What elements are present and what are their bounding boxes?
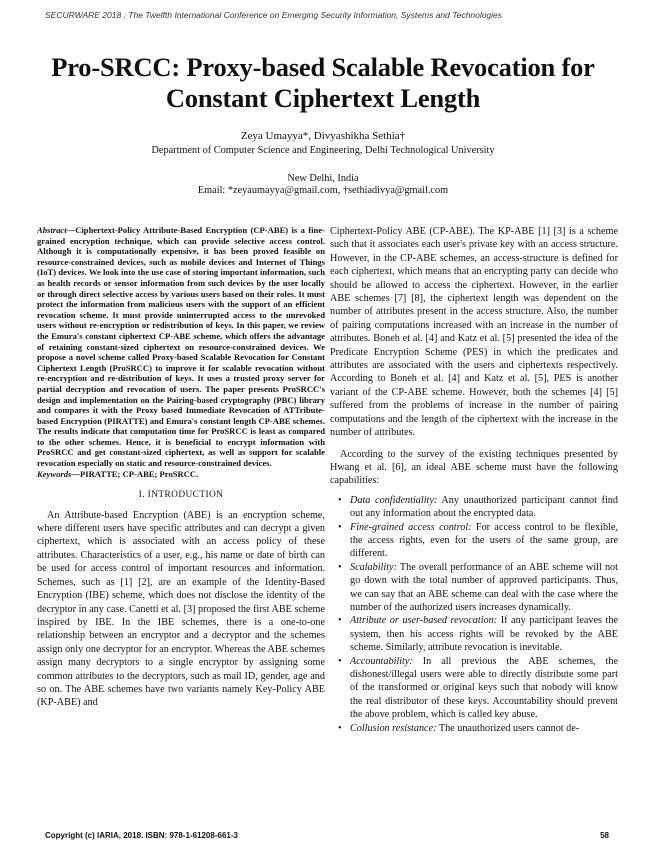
bullet-icon: •	[338, 521, 342, 533]
bullet-icon: •	[338, 561, 342, 573]
bullet-icon: •	[338, 615, 342, 627]
keywords-lead: Keywords	[37, 468, 72, 479]
list-item-text: The overall performance of an ABE scheme will not go down with the total number of approved participants. Thus, we can say that an ABE scheme can deal with the case where the number of the authorized users increases dynamically.	[350, 561, 618, 613]
bullet-icon: •	[338, 722, 342, 734]
bullet-icon: •	[338, 494, 342, 506]
right-column	[330, 225, 618, 815]
intro-paragraph-left: An Attribute-based Encryption (ABE) is an encryption scheme, where different users have specific attributes and can decrypt a given ciphertext, which is associated with an access policy of these attributes. Characteristics of a user, e.g., his name or date of birth can be used for access control of important resources and information. Schemes, such as [1] [2], are an example of the Identity-Based Encryption (IBE) scheme, which does not disclose the identity of the decryptor in any case. Canetti et al. [3] proposed the first ABE scheme inspired by IBE. In the IBE schemes, there is a one-to-one relationship between an encryptor and a decryptor and the schemes assign only one decryptor for an encryptor. Whereas the ABE schemes assign many decryptors to a single encryptor by assigning some common attributes to the decryptors, such as mail ID, gender, age and so on. The ABE schemes have two variants namely Key-Policy ABE (KP-ABE) and	[37, 509, 325, 709]
list-item-term: Accountability:	[350, 655, 413, 667]
keywords-text: —PIRATTE; CP-ABE; ProSRCC.	[71, 468, 199, 479]
abstract-lead: Abstract—	[37, 225, 76, 235]
list-item-text: Any unauthorized participant cannot find out any information about the encrypted data.	[350, 494, 618, 520]
section-heading-introduction: I. INTRODUCTION	[138, 490, 224, 501]
conference-header: SECURWARE 2018 : The Twelfth International Conference on Emerging Security Information, Systems and Technologies	[45, 10, 503, 20]
copyright-footer: Copyright (c) IARIA, 2018. ISBN: 978-1-61208-661-3	[45, 831, 238, 840]
location: New Delhi, India	[287, 173, 359, 184]
list-item-term: Fine-grained access control:	[350, 521, 472, 533]
abstract-text: Ciphertext-Policy Attribute-Based Encryption (CP-ABE) is a fine-grained encryption technique, which can provide selective access control. Although it is computationally expensive, it has been proved feasible on resource-constrained devices, such as mobile devices and Internet of Things (IoT) devices. We look into the use case of storing important information, such as health records or sensor information from such devices by the user locally or through direct selective access by various users based on their roles. It must protect the information from malicious users with the support of an efficient revocation scheme. It must provide uninterrupted access to the unrevoked users without re-encryption or redistribution of keys. In this paper, we review the Emura's constant ciphertext CP-ABE scheme, which offers the advantage of retaining constant-sized ciphertext on resource-constrained devices. We propose a novel scheme called Proxy-based Scalable Revocation for Constant Ciphertext Length (ProSRCC) to improve it for scalable revocation without re-encryption and re-distribution of keys. It uses a trusted proxy server for partial decryption and revocation of users. The paper presents ProSRCC's design and implementation on the Pairing-based cryptography (PBC) library and compares it with the Proxy based Immediate Revocation of ATTribute-based Encryption (PIRATTE) and Emura's constant length CP-ABE schemes. The results indicate that computation time for ProSRCC is least as compared to the other schemes. Hence, it is beneficial to encrypt information with ProSRCC and get constant-sized ciphertext, as well as support for scalable revocation especially on static and resource-constrained devices.	[37, 225, 325, 469]
list-item-term: Collusion resistance:	[350, 722, 437, 734]
bullet-icon: •	[338, 655, 342, 667]
list-item	[338, 521, 618, 561]
abstract	[37, 225, 325, 469]
list-item	[338, 722, 618, 735]
list-item	[338, 561, 618, 615]
capabilities-list	[330, 494, 618, 735]
list-item	[338, 494, 618, 521]
list-item-term: Scalability:	[350, 561, 397, 573]
list-item-text: In all previous the ABE schemes, the dishonest/illegal users were able to directly distribute some part of the transformed or original keys such that nobody will know the real distributor of these keys. Accountability should prevent the above problem, which is called key abuse.	[350, 655, 618, 721]
survey-paragraph: According to the survey of the existing techniques presented by Hwang et al. [6], an ideal ABE scheme must have the following capabilities:	[330, 448, 618, 487]
paper-title: Pro-SRCC: Proxy-based Scalable Revocation for Constant Ciphertext Length	[51, 52, 595, 113]
page-number: 58	[600, 831, 609, 840]
authors: Zeya Umayya*, Divyashikha Sethia†	[240, 130, 406, 142]
intro-paragraph-right: Ciphertext-Policy ABE (CP-ABE). The KP-ABE [1] [3] is a scheme such that it associates each user's private key with an access structure. However, in the CP-ABE schemes, an access-structure is defined for each ciphertext, which means that an encrypting party can decide who should be allowed to access the ciphertext. However, in the earlier ABE schemes [7] [8], the ciphertext length was dependent on the number of attributes present in the access structure. Also, the number of pairing computations increased with an increase in the number of attributes. Boneh et al. [4] and Katz et al. [5] presented the idea of the Predicate Encryption Scheme (PES) in which the predicates and attributes are associated with the users and ciphertexts respectively. According to Boneh et al. [4] and Katz et al. [5], PES is another variant of the CP-ABE scheme. However, both the schemes [4] [5] suffered from the problems of increase in the number of pairing computations and the length of the ciphertext with the increase in the number of attributes.	[330, 226, 618, 439]
list-item-term: Attribute or user-based revocation:	[350, 615, 498, 627]
list-item	[338, 655, 618, 722]
affiliation: Department of Computer Science and Engineering, Delhi Technological University	[151, 145, 495, 156]
list-item	[338, 614, 618, 654]
list-item-text: For access control to be flexible, the access rights, even for the users of the same group, are different.	[350, 521, 618, 560]
email-line: Email: *zeyaumayya@gmail.com, †sethiadivya@gmail.com	[197, 185, 449, 196]
left-column	[37, 225, 325, 815]
list-item-text: If any participant leaves the system, then his access rights will be revoked by the ABE scheme. Similarly, attribute revocation is inevitable.	[350, 615, 618, 654]
list-item-term: Data confidentiality:	[350, 494, 438, 506]
list-item-text: The unauthorized users cannot de-	[436, 722, 580, 734]
keywords	[37, 469, 325, 480]
